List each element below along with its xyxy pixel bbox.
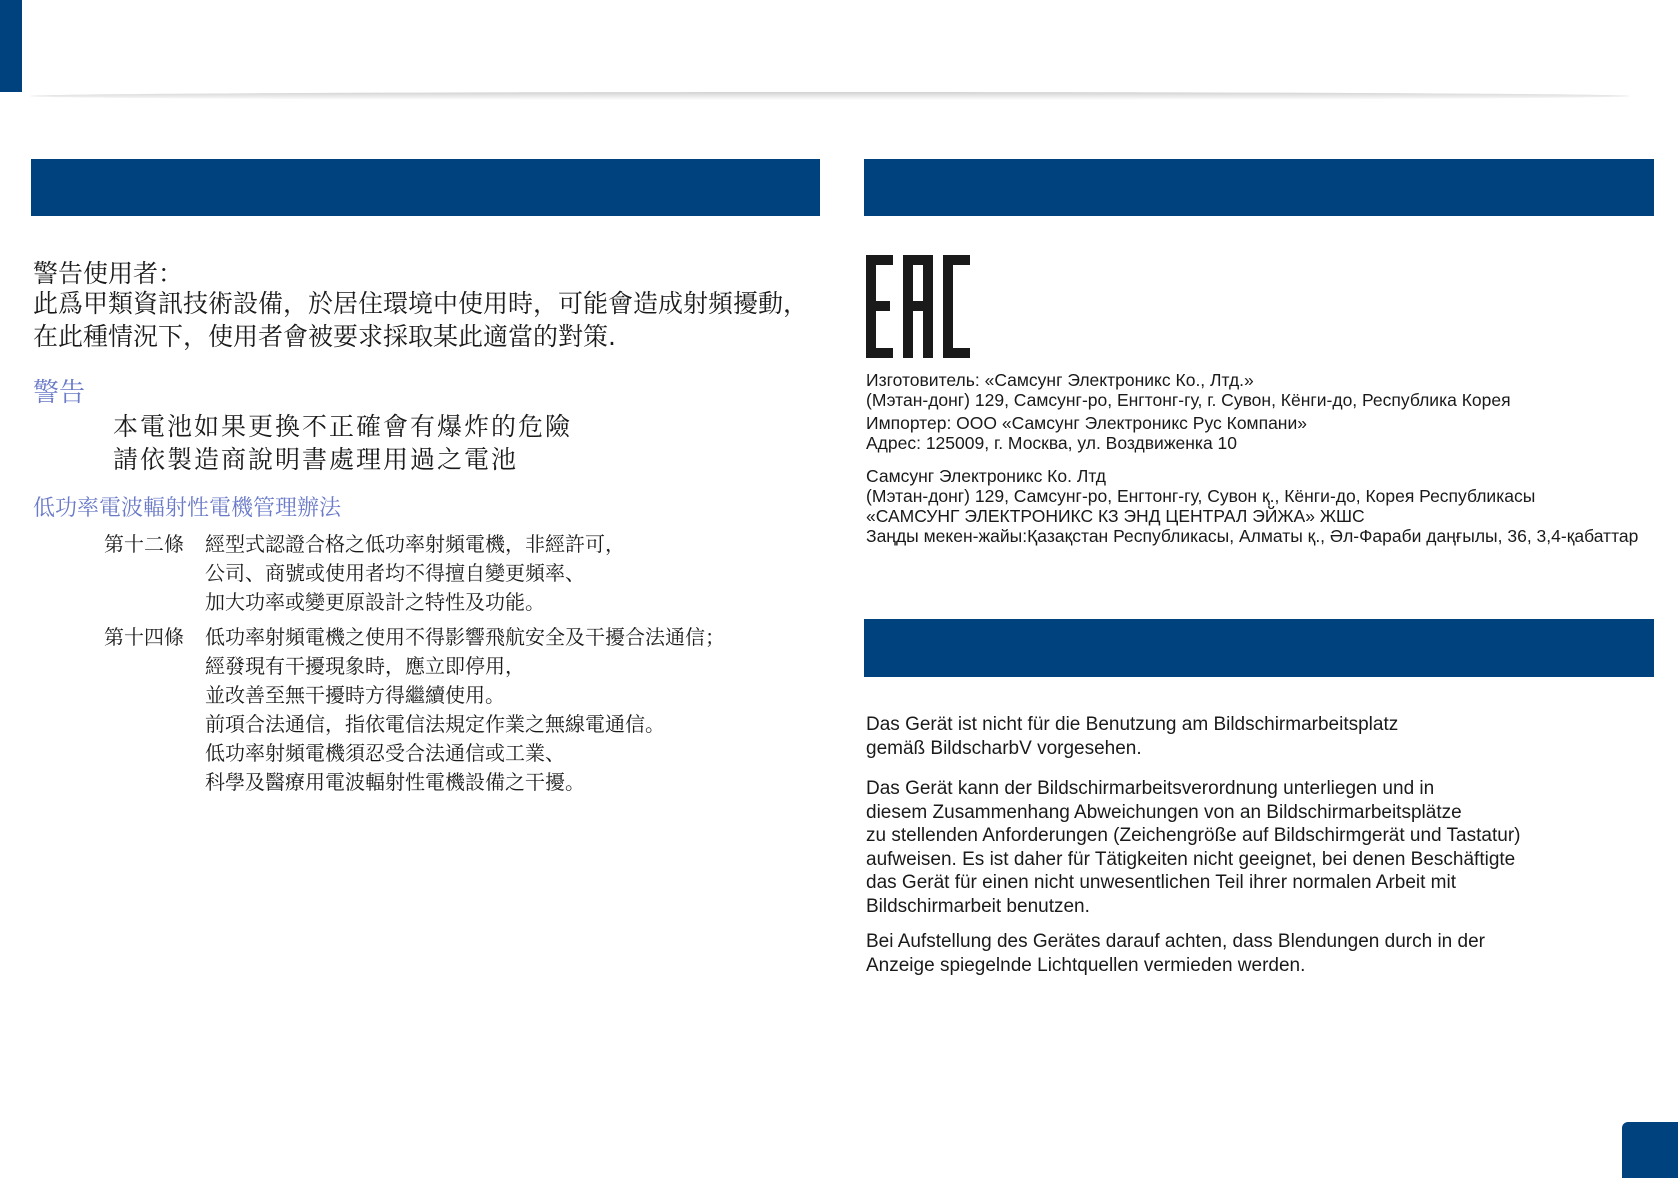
article-line: 科學及醫療用電波輻射性電機設備之干擾。 xyxy=(205,770,585,794)
article-label: 第十二條 xyxy=(104,532,184,556)
ru-line: Самсунг Электроникс Ко. Лтд xyxy=(866,466,1106,486)
article-line: 經型式認證合格之低功率射頻電機，非經許可， xyxy=(205,532,625,556)
ru-line: «САМСУНГ ЭЛЕКТРОНИКС КЗ ЭНД ЦЕНТРАЛ ЭЙЖА» ЖШС xyxy=(866,506,1365,526)
article-line: 經發現有干擾現象時，應立即停用， xyxy=(205,654,525,678)
battery-warning-text xyxy=(113,410,572,476)
battery-line: 本電池如果更換不正確會有爆炸的危險 xyxy=(113,412,573,441)
article-line: 低功率射頻電機之使用不得影響飛航安全及干擾合法通信； xyxy=(205,625,725,649)
de-paragraph-3 xyxy=(866,930,1485,977)
article-text xyxy=(205,530,625,617)
kazakhstan-info xyxy=(866,466,1638,546)
header-shadow-line xyxy=(30,92,1630,100)
battery-line: 請依製造商說明書處理用過之電池 xyxy=(113,445,519,474)
warning-line: 在此種情況下，使用者會被要求採取某此適當的對策. xyxy=(33,322,616,351)
importer-info xyxy=(866,413,1307,453)
warning-text xyxy=(33,287,808,353)
article-line: 公司、商號或使用者均不得擅自變更頻率、 xyxy=(205,561,585,585)
law-title: 低功率電波輻射性電機管理辦法 xyxy=(33,496,342,521)
de-paragraph-2 xyxy=(866,777,1520,918)
battery-warning-title: 警告 xyxy=(33,378,86,408)
ru-line: Импортер: ООО «Самсунг Электроникс Рус Компани» xyxy=(866,413,1307,433)
ru-line: (Мэтан-донг) 129, Самсунг-ро, Енгтонг-гу, г. Сувон, Кёнги-до, Республика Корея xyxy=(866,390,1511,410)
de-line: aufweisen. Es ist daher für Tätigkeiten nicht geeignet, bei denen Beschäftigte xyxy=(866,848,1516,870)
article-label: 第十四條 xyxy=(104,625,184,649)
de-line: Das Gerät ist nicht für die Benutzung am Bildschirmarbeitsplatz xyxy=(866,714,1399,735)
article-line: 加大功率或變更原設計之特性及功能。 xyxy=(205,590,545,614)
article-line: 前項合法通信，指依電信法規定作業之無線電通信。 xyxy=(205,712,665,736)
section-header-bar-eac xyxy=(864,159,1654,216)
warning-line: 此爲甲類資訊技術設備，於居住環境中使用時，可能會造成射頻擾動， xyxy=(33,289,809,318)
ru-line: Изготовитель: «Самсунг Электроникс Ко., Лтд.» xyxy=(866,370,1254,390)
ru-line: Адрес: 125009, г. Москва, ул. Воздвиженка 10 xyxy=(866,433,1238,453)
section-header-bar-germany xyxy=(864,619,1654,677)
ru-line: (Мэтан-донг) 129, Самсунг-ро, Енгтонг-гу, Сувон қ., Кёнги-до, Корея Республикасы xyxy=(866,486,1536,506)
de-line: gemäß BildscharbV vorgesehen. xyxy=(866,737,1142,759)
eac-logo xyxy=(866,255,970,358)
de-line: diesem Zusammenhang Abweichungen von an Bildschirmarbeitsplätze xyxy=(866,801,1462,823)
ru-line: Заңды мекен-жайы:Қазақстан Республикасы, Алматы қ., Әл-Фараби даңғылы, 36, 3,4-қабаттар xyxy=(866,526,1639,546)
section-header-bar-taiwan xyxy=(31,159,820,216)
article-line: 並改善至無干擾時方得繼續使用。 xyxy=(205,683,505,707)
de-line: Anzeige spiegelnde Lichtquellen vermieden werden. xyxy=(866,954,1306,976)
de-paragraph-1 xyxy=(866,713,1398,760)
de-line: Bei Aufstellung des Gerätes darauf achten, dass Blendungen durch in der xyxy=(866,931,1485,952)
de-line: das Gerät für einen nicht unwesentlichen Teil ihrer normalen Arbeit mit xyxy=(866,872,1457,893)
page-corner-tab xyxy=(1622,1122,1678,1178)
warning-title: 警告使用者： xyxy=(33,259,184,288)
de-line: Bildschirmarbeit benutzen. xyxy=(866,895,1090,917)
de-line: Das Gerät kann der Bildschirmarbeitsverordnung unterliegen und in xyxy=(866,778,1435,799)
header-corner-tab xyxy=(0,0,22,92)
de-line: zu stellenden Anforderungen (Zeichengröße auf Bildschirmgerät und Tastatur) xyxy=(866,825,1521,846)
article-text xyxy=(205,623,725,797)
article-line: 低功率射頻電機須忍受合法通信或工業、 xyxy=(205,741,565,765)
manufacturer-info xyxy=(866,370,1511,410)
